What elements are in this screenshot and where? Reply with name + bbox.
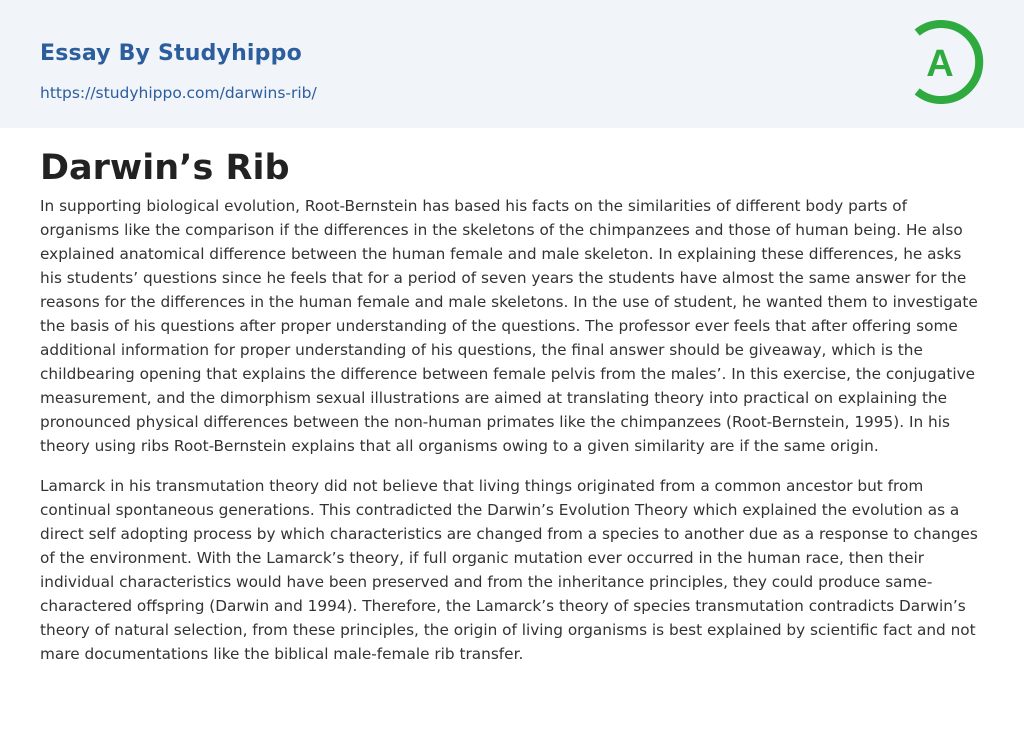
essay-url-link[interactable]: https://studyhippo.com/darwins-rib/ [40, 84, 317, 102]
logo-letter: A [926, 43, 954, 85]
site-header [0, 0, 1024, 128]
studyhippo-a-logo-icon[interactable] [911, 19, 987, 105]
brand-title[interactable]: Essay By Studyhippo [40, 41, 302, 66]
essay-content [40, 146, 985, 682]
essay-paragraph: Lamarck in his transmutation theory did not believe that living things originated from a common ancestor but from continual spontaneous generations. This contradicted the Darwin’s Evolution Theory which explained the evolution as a direct self adopting process by which characteristics are changed from a species to another due as a response to changes of the environment. With the Lamarck’s theory, if full organic mutation ever occurred in the human race, then their individual characteristics would have been preserved and from the inheritance principles, they could produce same-charactered offspring (Darwin and 1994). Therefore, the Lamarck’s theory of species transmutation contradicts Darwin’s theory of natural selection, from these principles, the origin of living organisms is best explained by scientific fact and not mare documentations like the biblical male-female rib transfer. [40, 477, 978, 663]
essay-paragraph: In supporting biological evolution, Root-Bernstein has based his facts on the similarities of different body parts of organisms like the comparison if the differences in the skeletons of the chimpanzees and those of human being. He also explained anatomical difference between the human female and male skeleton. In explaining these differences, he asks his students’ questions since he feels that for a period of seven years the students have almost the same answer for the reasons for the differences in the human female and male skeletons. In the use of student, he wanted them to investigate the basis of his questions after proper understanding of the questions. The professor ever feels that after offering some additional information for proper understanding of his questions, the final answer should be giveaway, which is the childbearing opening that explains the difference between female pelvis from the males’. In this exercise, the conjugative measurement, and the dimorphism sexual illustrations are aimed at translating theory into practical on explaining the pronounced physical differences between the non-human primates like the chimpanzees (Root-Bernstein, 1995). In his theory using ribs Root-Bernstein explains that all organisms owing to a given similarity are if the same origin. [40, 197, 978, 455]
essay-title: Darwin’s Rib [40, 148, 290, 188]
